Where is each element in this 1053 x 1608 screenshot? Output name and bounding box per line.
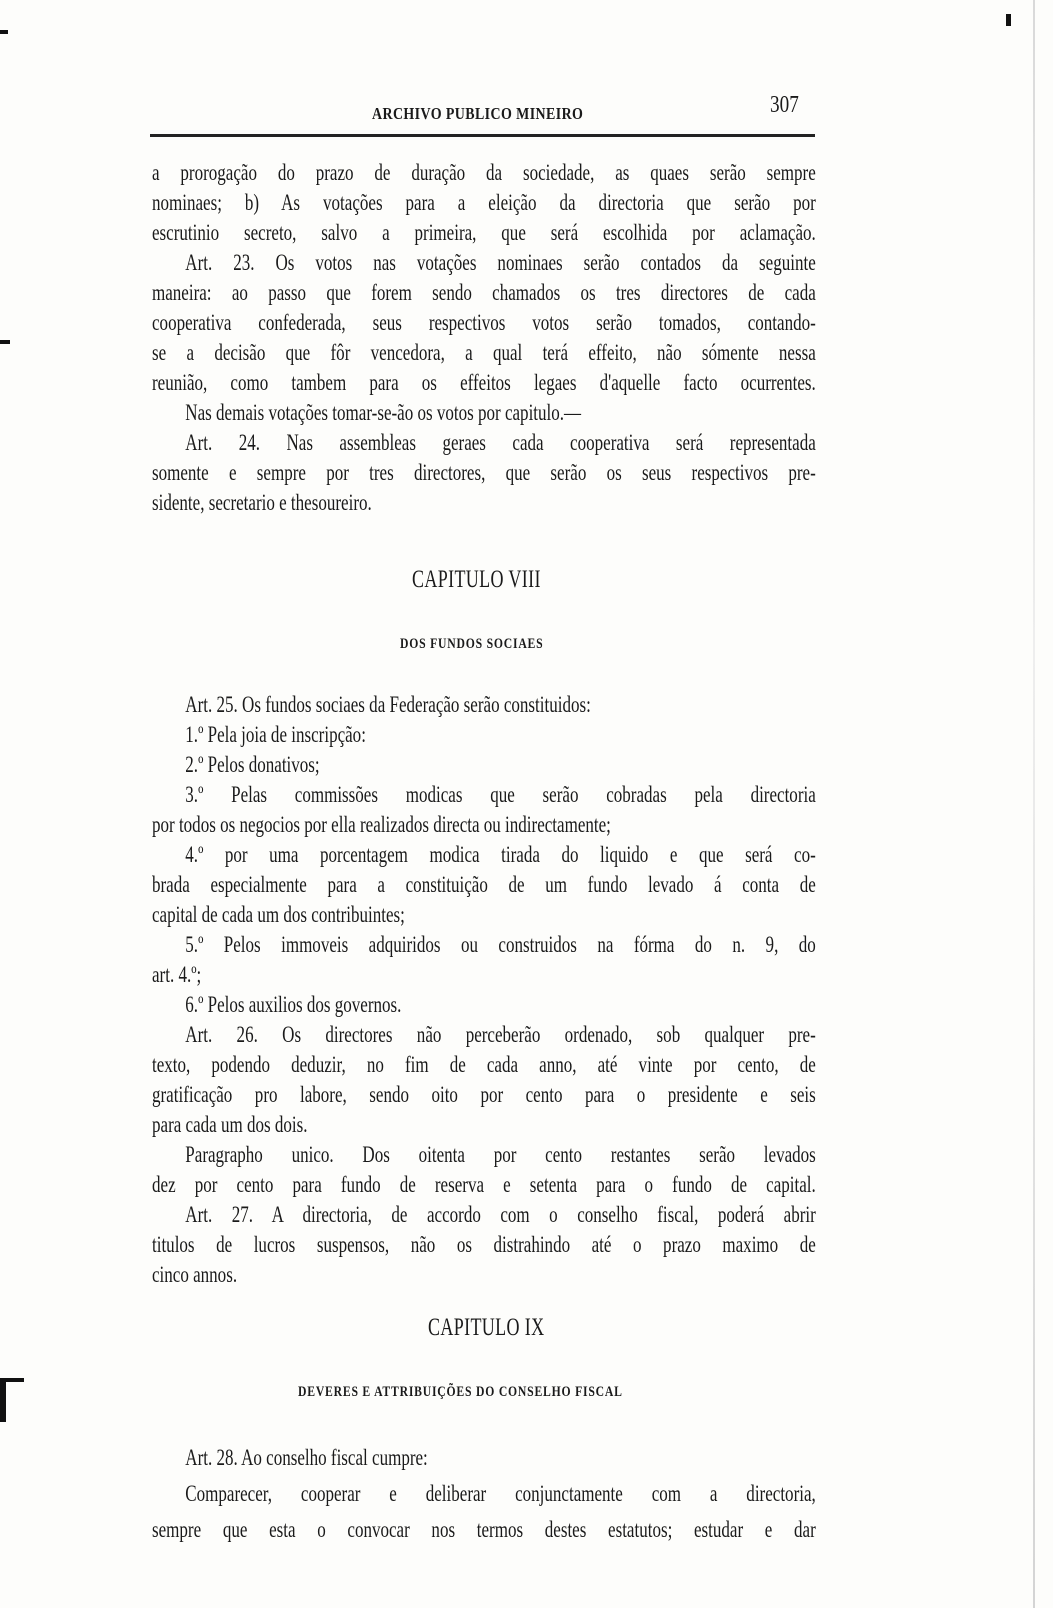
scan-mark: [0, 1378, 24, 1382]
text-line: Comparecer, cooperar e deliberar conjunctamente com a directoria,: [185, 1481, 816, 1506]
page-number: 307: [770, 92, 799, 118]
chapter-title: CAPITULO VIII: [412, 566, 541, 593]
text-line: brada especialmente para a constituição de um fundo levado á conta de: [152, 872, 816, 897]
text-line: Art. 25. Os fundos sociaes da Federação serão constituidos:: [185, 692, 591, 717]
text-line: para cada um dos dois.: [152, 1112, 308, 1137]
chapter-subtitle: DOS FUNDOS SOCIAES: [400, 636, 544, 652]
chapter-title: CAPITULO IX: [428, 1314, 545, 1341]
scan-edge: [1033, 0, 1035, 1608]
text-line: reunião, como tambem para os effeitos legaes d'aquelle facto ocurrentes.: [152, 370, 816, 395]
text-line: sidente, secretario e thesoureiro.: [152, 490, 372, 515]
header-rule: [150, 134, 815, 137]
text-block-1: [152, 158, 816, 518]
text-block-2: [152, 690, 816, 1290]
text-line: por todos os negocios por ella realizados directa ou indirectamente;: [152, 812, 611, 837]
text-line: 3.º Pelas commissões modicas que serão cobradas pela directoria: [185, 782, 816, 807]
text-line: texto, podendo deduzir, no fim de cada anno, até vinte por cento, de: [152, 1052, 816, 1077]
scan-mark: [0, 340, 10, 344]
text-line: 1.º Pela joia de inscripção:: [185, 722, 366, 747]
text-line: dez por cento para fundo de reserva e setenta para o fundo de capital.: [152, 1172, 816, 1197]
text-line: nominaes; b) As votações para a eleição da directoria que serão por: [152, 190, 816, 215]
running-title: ARCHIVO PUBLICO MINEIRO: [372, 104, 584, 123]
text-line: escrutinio secreto, salvo a primeira, que será escolhida por aclamação.: [152, 220, 816, 245]
text-line: titulos de lucros suspensos, não os distrahindo até o prazo maximo de: [152, 1232, 816, 1257]
text-line: 6.º Pelos auxilios dos governos.: [185, 992, 402, 1017]
text-line: capital de cada um dos contribuintes;: [152, 902, 405, 927]
text-line: sempre que esta o convocar nos termos destes estatutos; estudar e dar: [152, 1517, 816, 1542]
text-line: Art. 23. Os votos nas votações nominaes serão contados da seguinte: [185, 250, 816, 275]
text-line: Nas demais votações tomar-se-ão os votos por capitulo.—: [185, 400, 582, 425]
text-block-3: [152, 1440, 816, 1548]
text-line: Paragrapho unico. Dos oitenta por cento restantes serão levados: [185, 1142, 816, 1167]
text-line: maneira: ao passo que forem sendo chamados os tres directores de cada: [152, 280, 816, 305]
text-line: 5.º Pelos immoveis adquiridos ou construidos na fórma do n. 9, do: [185, 932, 816, 957]
text-line: Art. 24. Nas assembleas geraes cada cooperativa será representada: [185, 430, 816, 455]
text-line: a prorogação do prazo de duração da sociedade, as quaes serão sempre: [152, 160, 816, 185]
text-line: art. 4.º;: [152, 962, 202, 987]
text-line: 2.º Pelos donativos;: [185, 752, 320, 777]
page-header: [150, 92, 840, 132]
text-line: Art. 28. Ao conselho fiscal cumpre:: [185, 1445, 428, 1470]
scan-mark: [0, 30, 8, 34]
chapter-subtitle: DEVERES E ATTRIBUIÇÕES DO CONSELHO FISCAL: [298, 1384, 623, 1400]
text-line: somente e sempre por tres directores, que serão os seus respectivos pre-: [152, 460, 816, 485]
text-line: se a decisão que fôr vencedora, a qual terá effeito, não sómente nessa: [152, 340, 816, 365]
text-line: cinco annos.: [152, 1262, 238, 1287]
scan-mark: [1006, 14, 1011, 26]
scan-mark: [0, 1380, 6, 1422]
text-line: Art. 26. Os directores não perceberão ordenado, sob qualquer pre-: [185, 1022, 816, 1047]
text-line: 4.º por uma porcentagem modica tirada do liquido e que será co-: [185, 842, 816, 867]
text-line: Art. 27. A directoria, de accordo com o conselho fiscal, poderá abrir: [185, 1202, 816, 1227]
text-line: cooperativa confederada, seus respectivos votos serão tomados, contando-: [152, 310, 816, 335]
text-line: gratificação pro labore, sendo oito por cento para o presidente e seis: [152, 1082, 816, 1107]
